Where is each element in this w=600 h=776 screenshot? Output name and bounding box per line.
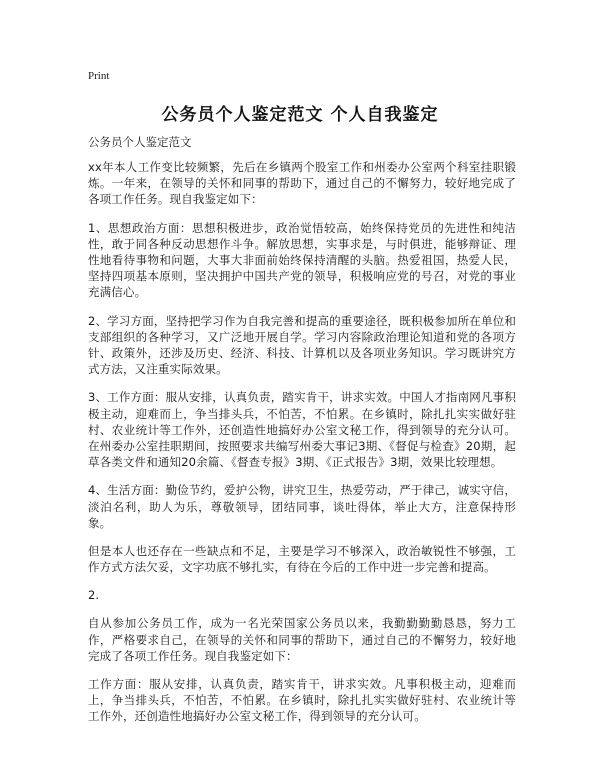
- section2-intro-paragraph: 自从参加公务员工作，成为一名光荣国家公务员以来，我勤勤勤勤恳恳，努力工作，严格要求自己，在领导的关怀和同事的帮助下，通过自己的不懈努力，较好地完成了各项工作任务。现自我鉴定如下：: [88, 616, 516, 663]
- page-title: 公务员个人鉴定范文 个人自我鉴定: [161, 105, 439, 125]
- article-body: [88, 134, 516, 737]
- print-link[interactable]: Print: [88, 70, 110, 82]
- political-paragraph: 1、思想政治方面：思想积极进步，政治觉悟较高，始终保持党员的先进性和纯洁性，敢于同各种反动思想作斗争。解放思想，实事求是，与时俱进，能够辩证、理性地看待事物和问题，大事大非面前始终保持清醒的头脑。热爱祖国，热爱人民，坚持四项基本原则，坚决拥护中国共产党的领导，积极响应党的号召，对党的事业充满信心。: [88, 220, 516, 300]
- study-paragraph: 2、学习方面，坚持把学习作为自我完善和提高的重要途径，既积极参加所在单位和支部组织的各种学习，又广泛地开展自学。学习内容除政治理论知道和党的各项方针、政策外，还涉及历史、经济、科技、计算机以及各项业务知识。学习既讲究方式方法，又注重实际效果。: [88, 313, 516, 377]
- work-paragraph: 3、工作方面：服从安排，认真负责，踏实肯干，讲求实效。中国人才指南网凡事积极主动，迎难而上，争当排头兵，不怕苦，不怕累。在乡镇时，除扎扎实实做好驻村、农业统计等工作外，还创造性地搞好办公室文秘工作，得到领导的充分认可。在州委办公室挂职期间，按照要求共编写州委大事记3期、《督促与检查》20期，起草各类文件和通知20余篇、《督查专报》3期、《正式报告》3期，效果比较理想。: [88, 390, 516, 470]
- intro-paragraph: xx年本人工作变比较频繁，先后在乡镇两个股室工作和州委办公室两个科室挂职锻炼。一年来，在领导的关怀和同事的帮助下，通过自己的不懈努力，较好地完成了各项工作任务。现自我鉴定如下：: [88, 160, 516, 207]
- article-subtitle: 公务员个人鉴定范文: [88, 135, 192, 149]
- section2-work-paragraph: 工作方面：服从安排，认真负责，踏实肯干，讲求实效。凡事积极主动，迎难而上，争当排头兵，不怕苦，不怕累。在乡镇时，除扎扎实实做好驻村、农业统计等工作外，还创造性地搞好办公室文秘工作，得到领导的充分认可。: [88, 677, 516, 724]
- shortcomings-paragraph: 但是本人也还存在一些缺点和不足，主要是学习不够深入，政治敏锐性不够强，工作方式方法欠妥，文字功底不够扎实，有待在今后的工作中进一步完善和提高。: [88, 544, 516, 575]
- life-paragraph: 4、生活方面：勤俭节约，爱护公物，讲究卫生，热爱劳动，严于律己，诚实守信，淡泊名利，助人为乐，尊敬领导，团结同事，谈吐得体，举止大方，注意保持形象。: [88, 483, 516, 530]
- section-number: 2.: [88, 588, 99, 603]
